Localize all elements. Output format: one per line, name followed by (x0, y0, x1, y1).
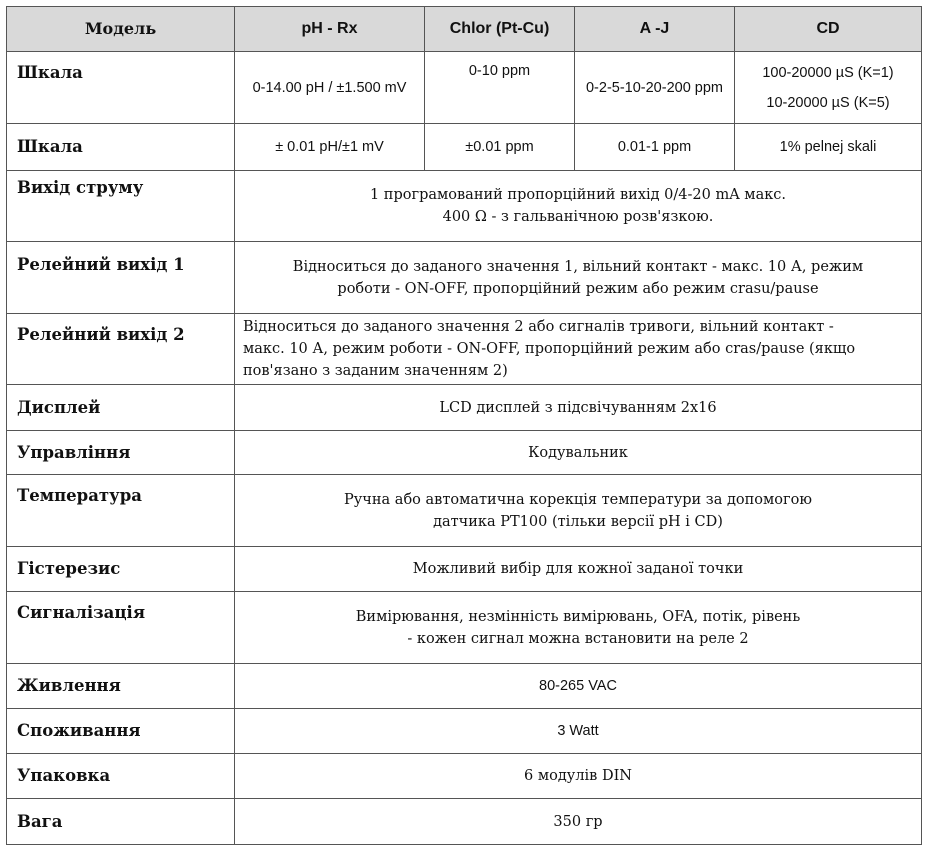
resolution-chlor: ±0.01 ppm (425, 124, 575, 171)
header-chlor: Chlor (Pt-Cu) (425, 7, 575, 52)
relay-2-line2: макс. 10 А, режим роботи - ON-OFF, пропорційний режим або cras/pause (якщо (243, 341, 856, 357)
package-value: 6 модулів DIN (235, 754, 922, 799)
current-output-value (235, 171, 922, 242)
row-package (7, 754, 922, 799)
display-value: LCD дисплей з підсвічуванням 2x16 (235, 385, 922, 431)
scale-cd-line1: 100-20000 µS (K=1) (762, 64, 894, 81)
alarms-value (235, 592, 922, 664)
row-label-temperature: Температура (7, 475, 235, 547)
temperature-value (235, 475, 922, 547)
relay-1-line1: Відноситься до заданого значення 1, вільний контакт - макс. 10 А, режим (292, 258, 864, 275)
header-model: Модель (7, 7, 235, 52)
row-label-relay-1: Релейний вихід 1 (7, 242, 235, 314)
relay-2-value (235, 314, 922, 385)
header-cd: CD (735, 7, 922, 52)
row-label-relay-2: Релейний вихід 2 (7, 314, 235, 385)
header-aj: A -J (575, 7, 735, 52)
scale-cd-line2: 10-20000 µS (K=5) (766, 94, 890, 111)
row-relay-1 (7, 242, 922, 314)
row-current-output (7, 171, 922, 242)
current-output-line2: 400 Ω - з гальванічною розв'язкою. (442, 209, 714, 225)
relay-1-line2: роботи - ON-OFF, пропорційний режим або режим crasu/pause (337, 280, 819, 297)
row-label-scale: Шкала (7, 52, 235, 124)
row-hysteresis (7, 547, 922, 592)
row-temperature (7, 475, 922, 547)
header-row (7, 7, 922, 52)
consumption-value: 3 Watt (235, 709, 922, 754)
scale-aj: 0-2-5-10-20-200 ppm (575, 52, 735, 124)
row-label-alarms: Сигналізація (7, 592, 235, 664)
row-power (7, 664, 922, 709)
alarms-line2: - кожен сигнал можна встановити на реле 2 (407, 630, 749, 647)
row-relay-2 (7, 314, 922, 385)
row-label-package: Упаковка (7, 754, 235, 799)
row-label-power: Живлення (7, 664, 235, 709)
control-value: Кодувальник (235, 431, 922, 475)
row-display (7, 385, 922, 431)
temperature-line1: Ручна або автоматична корекція температури за допомогою (344, 491, 812, 508)
row-label-display: Дисплей (7, 385, 235, 431)
hysteresis-value: Можливий вибір для кожної заданої точки (235, 547, 922, 592)
spec-table (6, 6, 922, 845)
temperature-line2: датчика PT100 (тільки версії pH і CD) (433, 513, 723, 530)
relay-2-line1: Відноситься до заданого значення 2 або сигналів тривоги, вільний контакт - (243, 319, 834, 335)
resolution-ph: ± 0.01 pH/±1 mV (235, 124, 425, 171)
current-output-line1: 1 програмований пропорційний вихід 0/4-20 mA макс. (369, 187, 787, 203)
row-label-weight: Вага (7, 799, 235, 845)
row-label-control: Управління (7, 431, 235, 475)
row-label-hysteresis: Гістерезис (7, 547, 235, 592)
scale-ph: 0-14.00 pH / ±1.500 mV (235, 52, 425, 124)
relay-1-value (235, 242, 922, 314)
resolution-cd: 1% pelnej skali (735, 124, 922, 171)
row-label-consumption: Споживання (7, 709, 235, 754)
weight-value: 350 гр (235, 799, 922, 845)
row-label-current-output: Вихід струму (7, 171, 235, 242)
row-control (7, 431, 922, 475)
header-ph: pH - Rx (235, 7, 425, 52)
row-scale-range (7, 52, 922, 124)
alarms-line1: Вимірювання, незмінність вимірювань, OFA, потік, рівень (355, 608, 801, 625)
scale-chlor: 0-10 ppm (425, 52, 575, 124)
row-alarms (7, 592, 922, 664)
power-value: 80-265 VAC (235, 664, 922, 709)
row-label-scale-2: Шкала (7, 124, 235, 171)
resolution-aj: 0.01-1 ppm (575, 124, 735, 171)
row-scale-resolution (7, 124, 922, 171)
row-weight (7, 799, 922, 845)
relay-2-line3: пов'язано з заданим значенням 2) (243, 363, 508, 379)
scale-cd (735, 52, 922, 124)
row-consumption (7, 709, 922, 754)
